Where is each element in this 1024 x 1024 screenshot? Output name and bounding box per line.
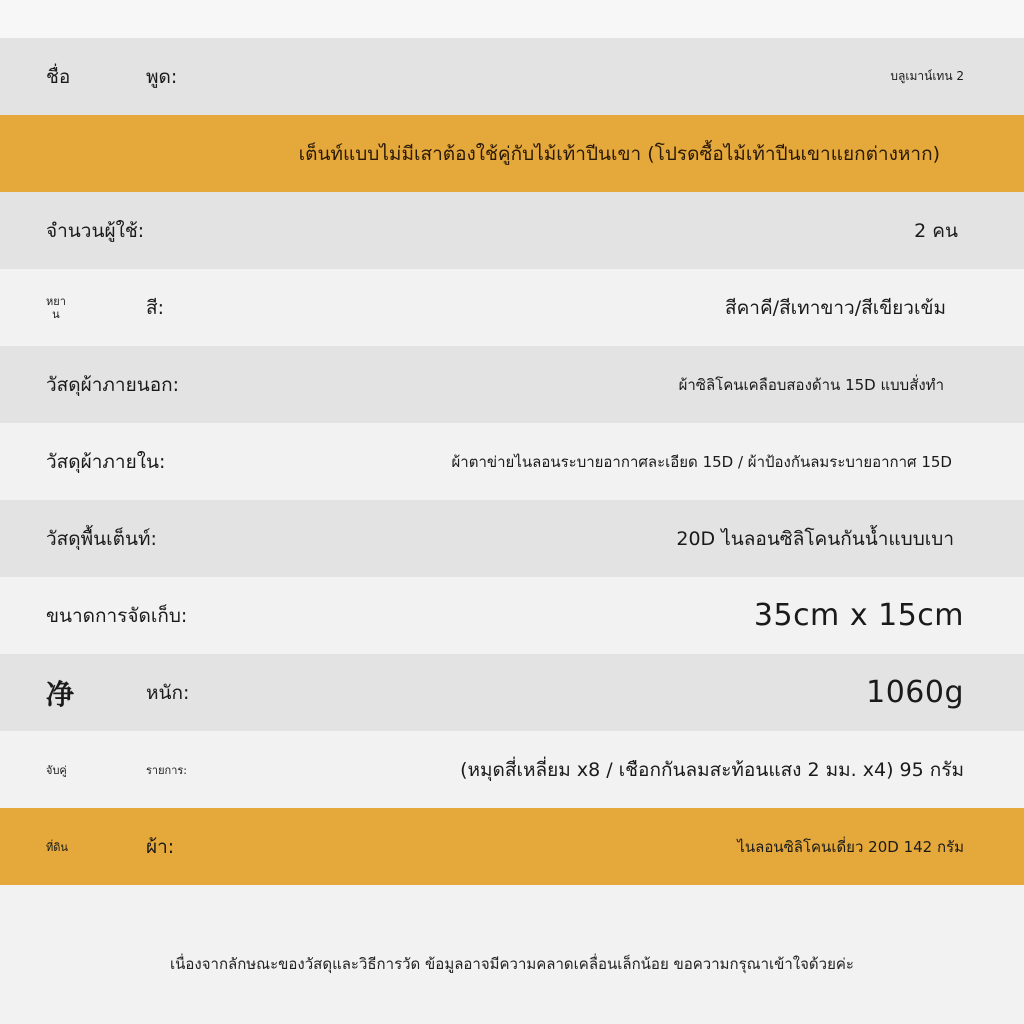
row-color [0, 269, 1024, 346]
color-label-1-line1: หยา [46, 294, 66, 308]
top-margin [0, 0, 1024, 38]
floor-label: วัสดุพื้นเต็นท์: [46, 527, 157, 550]
row-storage-size [0, 577, 1024, 654]
inner-fabric-label: วัสดุผ้าภายใน: [46, 450, 166, 473]
ground-sheet-label-1: ที่ดิน [46, 840, 68, 854]
color-label-1-line2: น [52, 307, 60, 321]
inner-fabric-value: ผ้าตาข่ายไนลอนระบายอากาศละเอียด 15D / ผ้าป้องกันลมระบายอากาศ 15D [451, 452, 952, 471]
color-label-2: สี: [146, 296, 164, 319]
floor-value: 20D ไนลอนซิลิโคนกันน้ำแบบเบา [676, 527, 954, 550]
weight-label-1: 净 [46, 677, 75, 711]
banner-text: เต็นท์แบบไม่มีเสาต้องใช้คู่กับไม้เท้าปีนเขา (โปรดซื้อไม้เท้าปีนเขาแยกต่างหาก) [298, 142, 940, 165]
row-ground-sheet [0, 808, 1024, 885]
row-accessories [0, 731, 1024, 808]
ground-sheet-value: ไนลอนซิลิโคนเดี่ยว 20D 142 กรัม [737, 837, 964, 856]
outer-fabric-label: วัสดุผ้าภายนอก: [46, 373, 180, 396]
ground-sheet-label-2: ผ้า: [146, 835, 175, 858]
outer-fabric-value: ผ้าซิลิโคนเคลือบสองด้าน 15D แบบสั่งทำ [678, 375, 944, 394]
row-banner [0, 115, 1024, 192]
accessories-label-2: รายการ: [146, 763, 187, 777]
color-label-1 [46, 269, 66, 346]
color-value: สีคาคี/สีเทาขาว/สีเขียวเข้ม [725, 296, 946, 319]
row-weight [0, 654, 1024, 731]
accessories-label-1: จับคู่ [46, 763, 67, 777]
name-label-1: ชื่อ [46, 65, 71, 88]
row-inner-fabric [0, 423, 1024, 500]
users-label: จำนวนผู้ใช้: [46, 219, 145, 242]
name-value: บลูเมาน์เทน 2 [890, 69, 964, 83]
weight-label-2: หนัก: [146, 681, 190, 704]
row-name [0, 38, 1024, 115]
users-value: 2 คน [914, 219, 958, 242]
storage-size-value: 35cm x 15cm [753, 598, 964, 633]
name-label-2: พูด: [146, 65, 178, 88]
row-outer-fabric [0, 346, 1024, 423]
row-floor [0, 500, 1024, 577]
weight-value: 1060g [866, 675, 964, 710]
storage-size-label: ขนาดการจัดเก็บ: [46, 604, 188, 627]
footer-note: เนื่องจากลักษณะของวัสดุและวิธีการวัด ข้อมูลอาจมีความคลาดเคลื่อนเล็กน้อย ขอความกรุณาเข้าใจด้วยค่ะ [170, 955, 854, 973]
accessories-value: (หมุดสี่เหลี่ยม x8 / เชือกกันลมสะท้อนแสง 2 มม. x4) 95 กรัม [460, 758, 964, 781]
row-users [0, 192, 1024, 269]
